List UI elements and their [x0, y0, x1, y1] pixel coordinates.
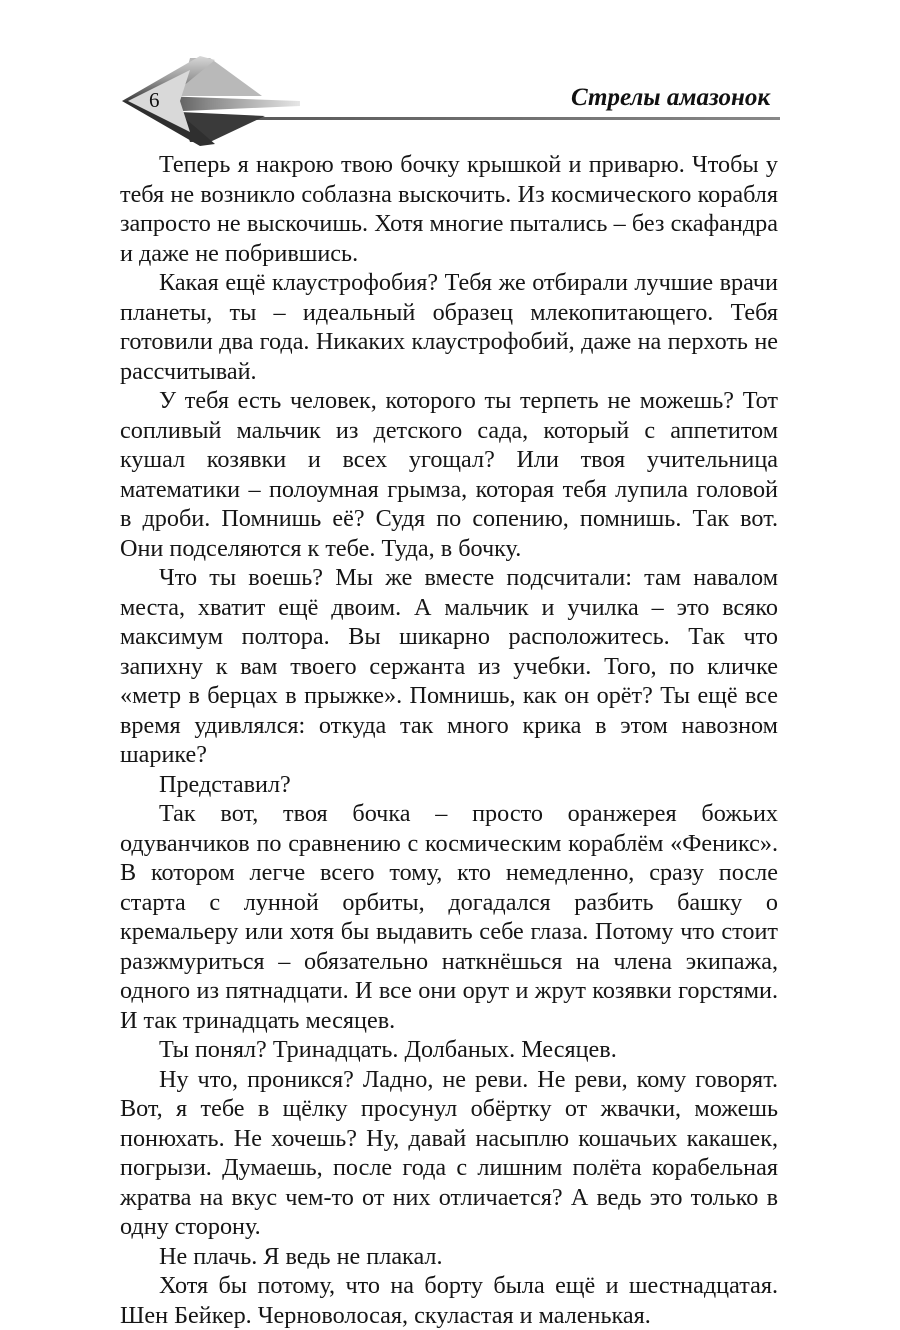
header-rule: [200, 117, 780, 120]
arrow-ornament-icon: [0, 0, 900, 150]
page-body: [120, 150, 778, 1330]
paragraph: Ты понял? Тринадцать. Долбаных. Месяцев.: [159, 1036, 617, 1063]
page-header: [0, 0, 900, 150]
paragraph: Теперь я накрою твою бочку крышкой и приварю. Чтобы у тебя не возникло соблазна выскочить. Из космического корабля запросто не выскочишь. Хотя многие пытались – без скафандра и даже не побрившись.: [120, 151, 778, 267]
paragraph: Так вот, твоя бочка – просто оранжерея божьих одуванчиков по сравнению с космическим кораблём «Феникс». В котором легче всего тому, кто немедленно, сразу после старта с лунной орбиты, догадался разбить башку о кремальеру или хотя бы выдавить себе глаза. Потому что стоит разжмуриться – обязательно наткнёшься на члена экипажа, одного из пятнадцати. И все они орут и жрут козявки горстями. И так тринадцать месяцев.: [120, 800, 778, 1034]
paragraph: Не плачь. Я ведь не плакал.: [159, 1242, 443, 1270]
paragraph: Представил?: [159, 770, 291, 798]
paragraph: Ну что, проникся? Ладно, не реви. Не реви, кому говорят. Вот, я тебе в щёлку просунул обёртку от жвачки, можешь понюхать. Не хочешь? Ну, давай насыплю кошачьих какашек, погрызи. Думаешь, после года с лишним полёта корабельная жратва на вкус чем-то от них отличается? А ведь это только в одну сторону.: [120, 1065, 778, 1240]
paragraph: У тебя есть человек, которого ты терпеть не можешь? Тот сопливый мальчик из детского сада, который с аппетитом кушал козявки и всех угощал? Или твоя учительница математики – полоумная грымза, которая тебя лупила головой в дроби. Помнишь её? Судя по сопению, помнишь. Так вот. Они подселяются к тебе. Туда, в бочку.: [120, 387, 778, 562]
page-number: 6: [149, 88, 160, 112]
paragraph: Какая ещё клаустрофобия? Тебя же отбирали лучшие врачи планеты, ты – идеальный образец млекопитающего. Тебя готовили два года. Никаких клаустрофобий, даже на перхоть не рассчитывай.: [120, 269, 778, 385]
running-title: Стрелы амазонок: [571, 84, 770, 111]
paragraph: Что ты воешь? Мы же вместе подсчитали: там навалом места, хватит ещё двоим. А мальчик и училка – это всяко максимум полтора. Вы шикарно расположитесь. Так что запихну к вам твоего сержанта из учебки. Того, по кличке «метр в берцах в прыжке». Помнишь, как он орёт? Ты ещё все время удивлялся: откуда так много крика в этом навозном шарике?: [120, 564, 778, 768]
paragraph: Хотя бы потому, что на борту была ещё и шестнадцатая. Шен Бейкер. Черноволосая, скуластая и маленькая.: [120, 1272, 778, 1329]
